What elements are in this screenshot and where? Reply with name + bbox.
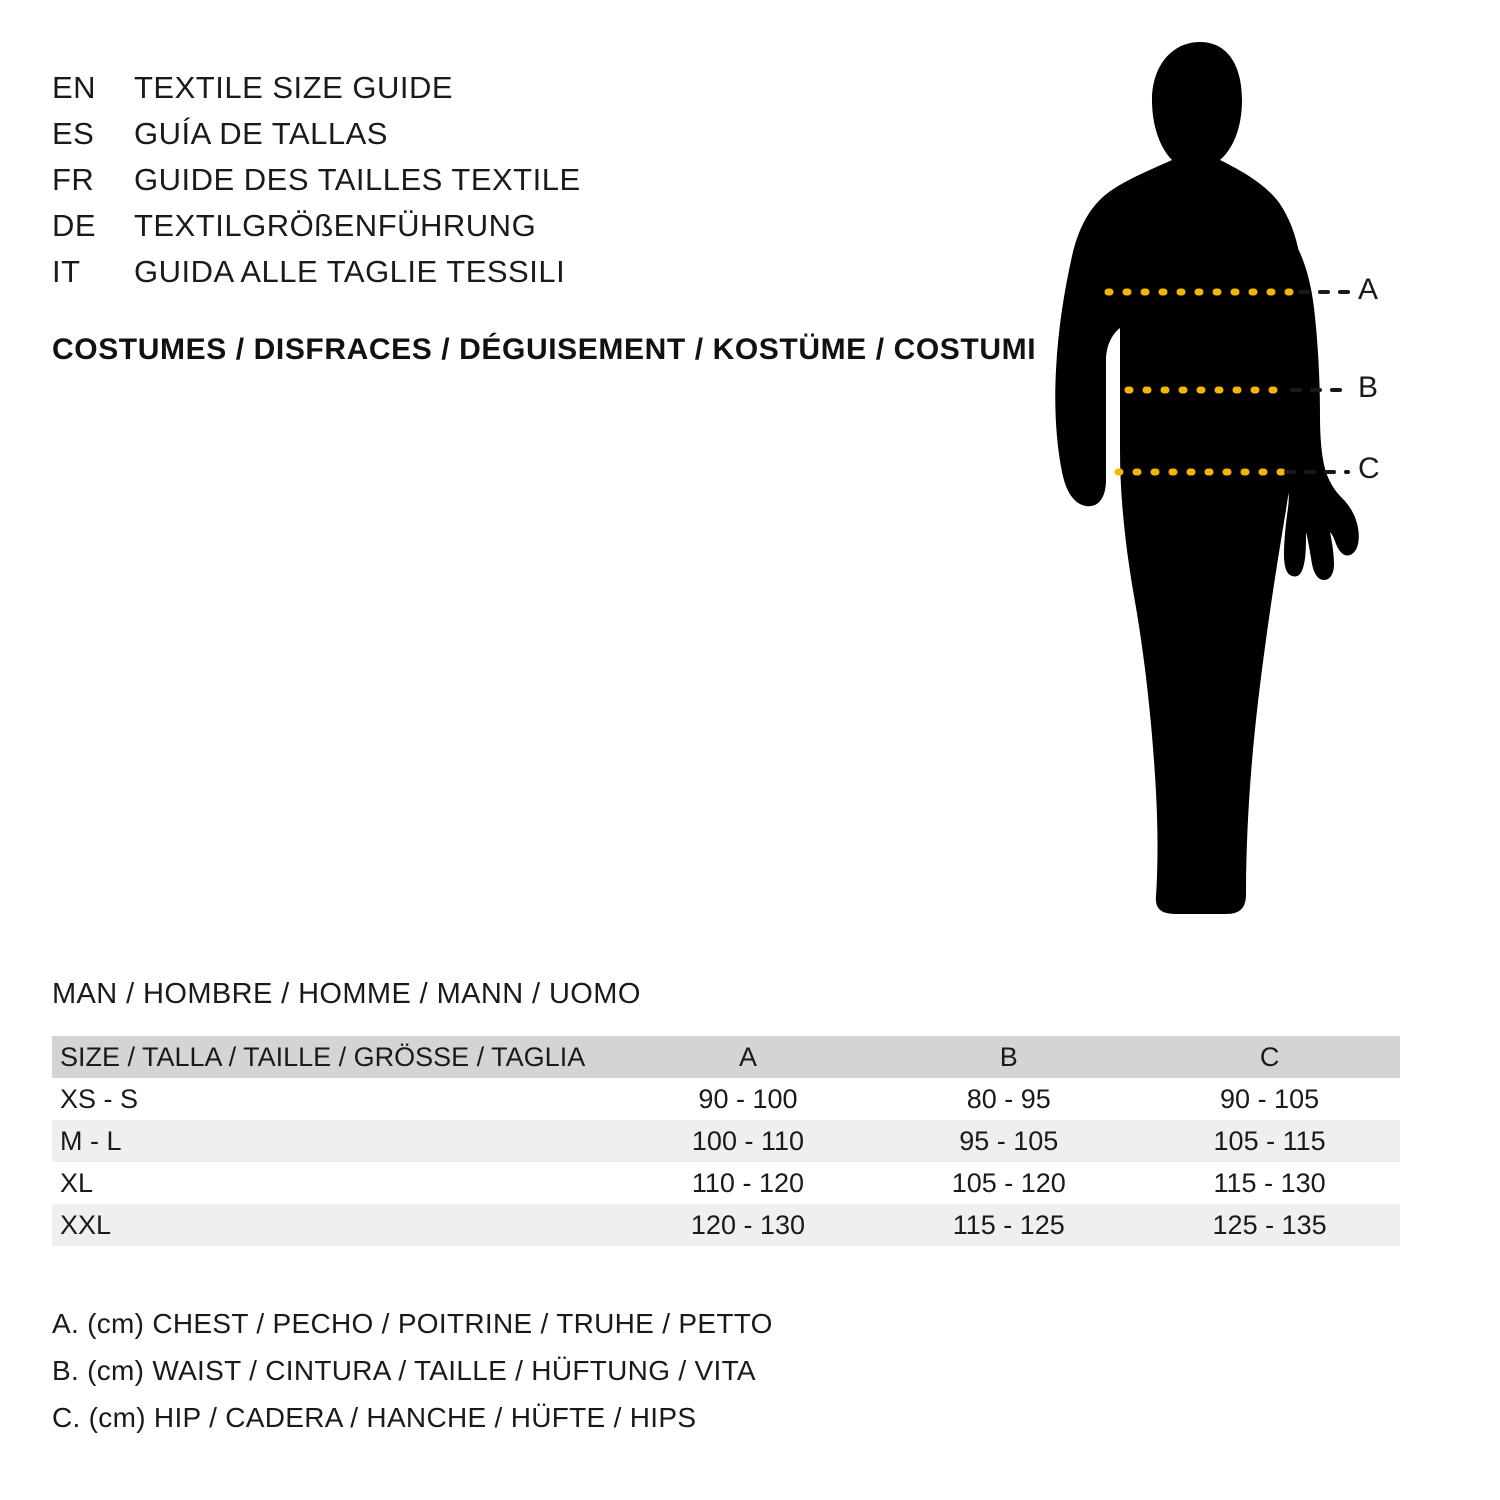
language-text: TEXTILE SIZE GUIDE [134,70,454,105]
cell-b: 95 - 105 [959,1125,1059,1156]
column-header-b: B [878,1036,1139,1078]
section-title: COSTUMES / DISFRACES / DÉGUISEMENT / KOSTÜME / COSTUMI [52,333,1037,366]
legend-line-a: A. (cm) CHEST / PECHO / POITRINE / TRUHE / PETTO [52,1308,773,1339]
language-code: EN [52,70,97,105]
size-table [52,1036,1400,1246]
language-row-es [52,116,752,162]
language-row-en [52,70,752,116]
cell-c: 105 - 115 [1213,1125,1326,1156]
cell-a: 120 - 130 [690,1209,805,1240]
cell-size: XS - S [60,1083,139,1114]
cell-b: 115 - 125 [952,1209,1065,1240]
legend-line-c: C. (cm) HIP / CADERA / HANCHE / HÜFTE / HIPS [52,1402,697,1433]
legend-line-b: B. (cm) WAIST / CINTURA / TAILLE / HÜFTUNG / VITA [52,1355,756,1386]
cell-c: 115 - 130 [1213,1167,1326,1198]
cell-a: 100 - 110 [691,1125,804,1156]
cell-c: 90 - 105 [1220,1083,1320,1114]
language-text: GUIDA ALLE TAGLIE TESSILI [134,254,566,289]
table-header [52,1036,1400,1078]
cell-a: 90 - 100 [698,1083,798,1114]
language-row-fr [52,162,752,208]
language-row-it [52,254,752,300]
language-text: GUÍA DE TALLAS [134,116,388,151]
table-row [52,1078,1400,1120]
column-header-c: C [1139,1036,1400,1078]
table-row [52,1162,1400,1204]
column-header-a: A [618,1036,879,1078]
marker-label-c: C [1358,452,1380,485]
column-header-size: SIZE / TALLA / TAILLE / GRÖSSE / TAGLIA [52,1036,618,1078]
language-code: ES [52,116,95,151]
cell-size: XXL [60,1209,112,1240]
language-code: FR [52,162,95,197]
table-caption: MAN / HOMBRE / HOMME / MANN / UOMO [52,978,641,1010]
table-row [52,1204,1400,1246]
cell-c: 125 - 135 [1212,1209,1327,1240]
marker-label-a: A [1358,273,1379,306]
body-measurement-figure [1000,30,1440,930]
marker-label-b: B [1358,371,1379,404]
language-text: TEXTILGRÖßENFÜHRUNG [134,208,537,243]
table-header-row [52,1036,1400,1078]
measurement-legend [52,1300,1052,1441]
language-code: DE [52,208,97,243]
cell-size: XL [60,1167,94,1198]
cell-a: 110 - 120 [691,1167,804,1198]
language-text: GUIDE DES TAILLES TEXTILE [134,162,581,197]
cell-b: 105 - 120 [951,1167,1066,1198]
cell-size: M - L [60,1125,122,1156]
cell-b: 80 - 95 [966,1083,1051,1114]
table-body [52,1078,1400,1246]
language-row-de [52,208,752,254]
language-list [52,70,752,300]
language-code: IT [52,254,81,289]
table-row [52,1120,1400,1162]
